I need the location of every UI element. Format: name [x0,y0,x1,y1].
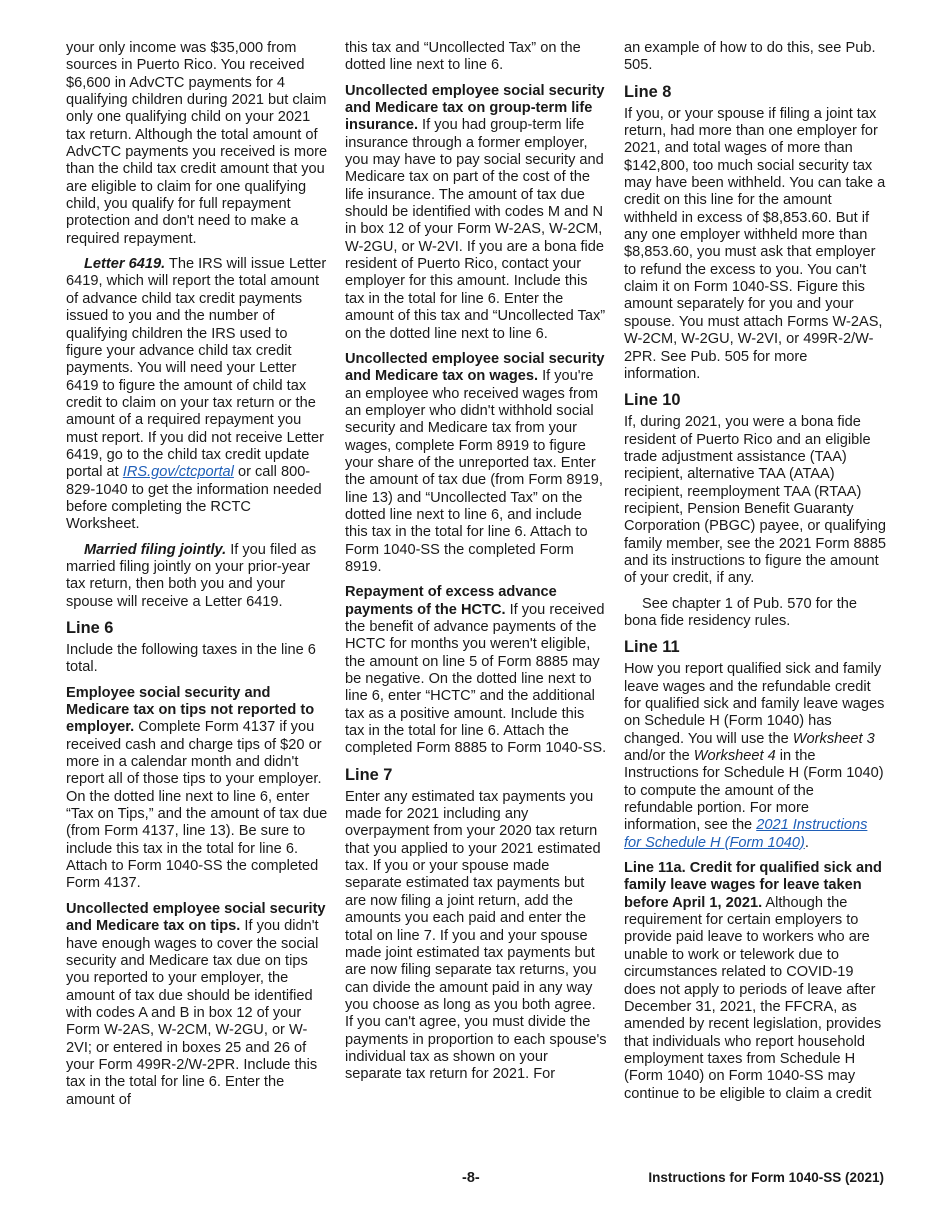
paragraph-text: and/or the [624,748,694,765]
column-2 [345,40,607,1092]
paragraph-text: Complete Form 4137 if you received cash and charge tips of $20 or more in a calendar month and didn't report all of those tips to your employer. On the dotted line next to line 6, enter “Tax on Tips,” and the amount of tax due (from Form 4137, line 13). Be sure to include this tax in the total for line 6. Attach to Form 1040-SS the completed Form 4137. [66,719,328,892]
paragraph-text: How you report qualified sick and family leave wages and the refundable credit for qualified sick and family leave wages on Schedule H (Form 1040) has changed. You will use the [624,661,885,747]
paragraph: Include the following taxes in the line 6 total. [66,642,316,676]
section-heading-line-6: Line 6 [66,619,114,637]
paragraph-line-11 [624,661,886,852]
page-number: -8- [462,1170,480,1186]
paragraph-text: If you're an employee who received wages from an employer who didn't withhold social security and Medicare tax from your wages, complete Form 8919 to figure your share of the unreported tax. Enter the amount of tax due (from Form 8919, line 13) and “Uncollected Tax” on the dotted line next to line 6, and include this tax in the total for line 6. Attach to Form 1040-SS the completed Form 8919. [345,368,603,575]
paragraph-hctc-repayment [345,584,607,757]
column-1 [66,40,328,1117]
paragraph-uncollected-wages [345,351,607,576]
schedule-h-instructions-link[interactable]: 2021 Instructions for Schedule H (Form 1040) [624,817,868,851]
paragraph: If you, or your spouse if filing a joint tax return, had more than one employer for 2021, and total wages of more than $142,800, too much social security tax may have been withheld. You can take a credit on this line for the amount withheld in excess of $8,853.60. But if any one employer withheld more than $8,853.60, you must ask that employer to refund the excess to you. You can't claim it on Form 1040-SS. Figure this amount separately for you and your spouse. You must attach Forms W-2AS, W-2CM, W-2GU, W-2VI, or 499R-2/W-2PR. See Pub. 505 for more information. [624,105,886,382]
paragraph-text: in the Instructions for Schedule H (Form 1040) to compute the amount of the refundable portion. For more information, see the [624,748,884,834]
run-in-heading: Repayment of excess advance payments of the HCTC. [345,584,557,618]
run-in-heading: Letter 6419. [84,256,166,273]
paragraph-text: If you had group-term life insurance through a former employer, you may have to pay social security and Medicare tax on part of the cost of the life insurance. The amount of tax due should be identified with codes M and N in box 12 of your Form W-2AS, W-2CM, W-2GU, or W-2VI. If you are a bona fide resident of Puerto Rico, contact your employer for this amount. Include this tax in the total for line 6. Enter the amount of this tax and “Uncollected Tax” on the dotted line next to line 6. [345,117,606,342]
section-heading-line-7: Line 7 [345,765,393,784]
run-in-heading: Employee social security and Medicare tax on tips not reported to employer. [66,684,315,736]
run-in-heading: Line 11a. Credit for qualified sick and family leave wages for leave taken before April 1, 2021. [624,860,882,911]
paragraph: an example of how to do this, see Pub. 505. [624,40,876,74]
section-heading-line-8: Line 8 [624,82,672,101]
section-heading-line-10: Line 10 [624,391,681,410]
paragraph-text: . [804,834,809,851]
paragraph-uncollected-tips [66,901,328,1109]
paragraph-married-filing-jointly [66,542,328,611]
paragraph-line-11a [624,860,886,1103]
run-in-heading: Uncollected employee social security and Medicare tax on wages. [345,350,605,385]
paragraph-text: or call 800-829-1040 to get the information needed before completing the RCTC Worksheet. [66,464,322,533]
run-in-heading: Uncollected employee social security and Medicare tax on group-term life insurance. [345,82,605,134]
column-3 [624,40,886,1111]
paragraph: Enter any estimated tax payments you made for 2021 including any overpayment from your 2020 tax return that you applied to your 2021 estimated tax. If you or your spouse made separate estimated tax payments but are now filing a joint return, add the amounts you each paid and enter the total on line 7. If you and your spouse made joint estimated tax payments but are now filing separate tax returns, you can divide the amount paid in any way you choose as long as you both agree. If you can't agree, you must divide the payments in proportion to each spouse's individual tax as shown on your separate tax return for 2021. For [345,788,607,1083]
paragraph-text: If you didn't have enough wages to cover the social security and Medicare tax due on tips you reported to your employer, the amount of tax due should be identified with codes A and B in box 12 of your Form W-2AS, W-2CM, W-2GU, or W-2VI; or entered in boxes 25 and 26 of your Form 499R-2/W-2PR. Include this tax in the total for line 6. Enter the amount of [66,918,319,1108]
paragraph: your only income was $35,000 from sources in Puerto Rico. You received $6,600 in AdvCTC payments for 4 qualifying children during 2021 but claim only one qualifying child on your 2021 tax return. Although the total amount of AdvCTC payments you received is more than the child tax credit amount that you are eligible to claim for one qualifying child, you qualify for full repayment protection and don't need to make a required repayment. [66,40,328,247]
worksheet-3-ref: Worksheet 3 [792,730,875,747]
run-in-heading: Married filing jointly. [84,541,227,558]
paragraph-text: If you received the benefit of advance payments of the HCTC for months you weren't eligible, the amount on line 5 of Form 8885 may be negative. On the dotted line next to line 6, enter “HCTC” and the additional tax as a positive amount. Include this tax in the total for line 6. Attach the completed Form 8885 to Form 1040-SS. [345,601,607,757]
paragraph-group-term-life [345,83,607,343]
section-heading-line-11: Line 11 [624,638,680,657]
paragraph-tips-not-reported [66,685,328,893]
paragraph: See chapter 1 of Pub. 570 for the bona fide residency rules. [624,595,858,629]
paragraph-text: Although the requirement for certain employers to provide paid leave to workers who are unable to work or telework due to circumstances related to COVID-19 does not apply to periods of leave after December 31, 2021, the FFCRA, as amended by recent legislation, provides that individuals who report household employment taxes from Schedule H (Form 1040) on Form 1040-SS may continue to be eligible to claim a credit [624,894,882,1102]
paragraph: If, during 2021, you were a bona fide resident of Puerto Rico and an eligible trade adjustment assistance (TAA) recipient, alternative TAA (ATAA) recipient, reemployment TAA (RTAA) recipient, Pension Benefit Guaranty Corporation (PBGC) payee, or qualifying family member, see the 2021 Form 8885 and its instructions to figure the amount of your credit, if any. [624,414,887,587]
paragraph-text: The IRS will issue Letter 6419, which will report the total amount of advance child tax credit payments issued to you and the number of qualifying children the IRS used to figure your advance child tax credit payments. You will need your Letter 6419 to figure the amount of child tax credit to claim on your tax return or the amount of a required repayment you must report. If you did not receive Letter 6419, go to the child tax credit update portal at [66,256,327,481]
paragraph: this tax and “Uncollected Tax” on the dotted line next to line 6. [345,40,581,74]
footer-title: Instructions for Form 1040-SS (2021) [648,1170,884,1185]
worksheet-4-ref: Worksheet 4 [693,748,776,765]
paragraph-letter-6419 [66,256,328,534]
ctcportal-link[interactable]: IRS.gov/ctcportal [122,464,234,481]
paragraph-text: If you filed as married filing jointly on your prior-year tax return, then both you and your spouse will receive a Letter 6419. [66,541,317,610]
run-in-heading: Uncollected employee social security and Medicare tax on tips. [66,900,326,935]
